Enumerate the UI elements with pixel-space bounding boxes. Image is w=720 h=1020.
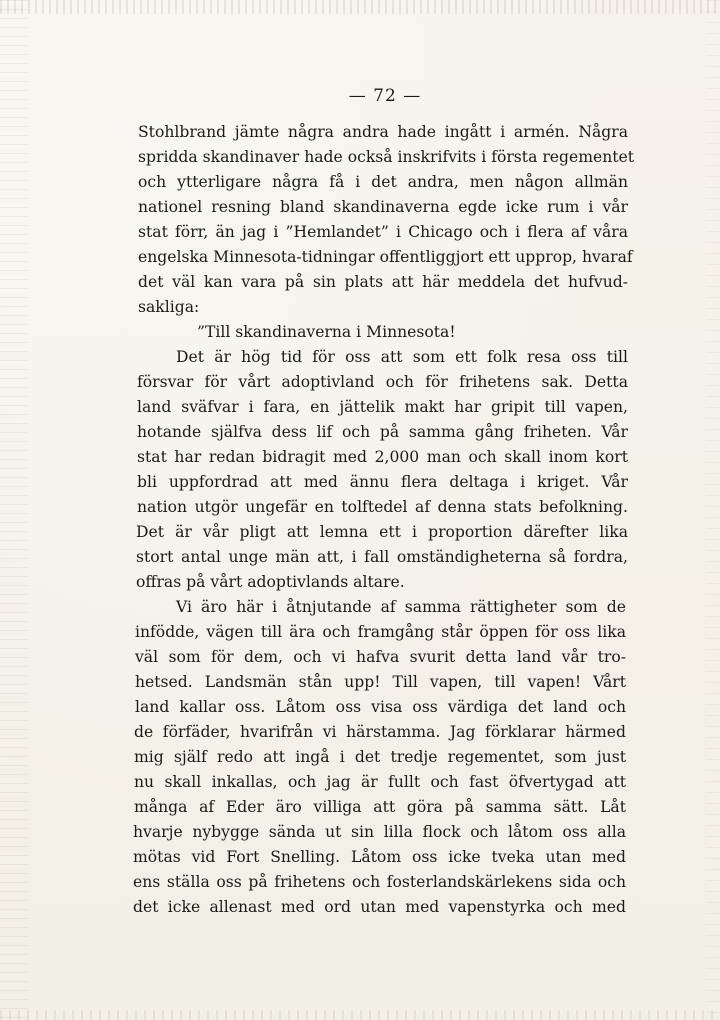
text-line: Stohlbrand jämte några andra hade ingått i armén. Några xyxy=(138,123,628,141)
text-line: väl som för dem, och vi hafva svurit detta land vår tro- xyxy=(135,648,626,666)
text-line: land sväfvar i fara, en jättelik makt har gripit till vapen, xyxy=(137,398,628,416)
text-line: nationel resning bland skandinaverna egde icke rum i vår xyxy=(138,198,628,216)
text-line: Det är hög tid för oss att som ett folk resa oss till xyxy=(176,348,628,366)
text-line: många af Eder äro villiga att göra på samma sätt. Låt xyxy=(134,798,626,816)
page-edge-top xyxy=(0,0,720,14)
text-line: hetsed. Landsmän stån upp! Till vapen, till vapen! Vårt xyxy=(135,673,626,691)
page-edge-left xyxy=(0,0,28,1020)
text-line: stat förr, än jag i ”Hemlandet” i Chicago och i flera af våra xyxy=(138,223,628,241)
text-line: ens ställa oss på frihetens och fosterlandskärlekens sida och xyxy=(133,873,626,891)
text-line: engelska Minnesota-tidningar offentliggjort ett upprop, hvaraf xyxy=(138,248,633,266)
text-line: nu skall inkallas, och jag är fullt och fast öfvertygad att xyxy=(134,773,626,791)
text-line: det väl kan vara på sin plats att här meddela det hufvud- xyxy=(138,273,628,291)
text-line: mig själf redo att ingå i det tredje regementet, som just xyxy=(134,748,626,766)
page-edge-bottom xyxy=(0,1010,720,1020)
text-line: infödde, vägen till ära och framgång står öppen för oss lika xyxy=(135,623,626,641)
text-line: Det är vår pligt att lemna ett i proportion därefter lika xyxy=(136,523,628,541)
text-line: stat har redan bidragit med 2,000 man och skall inom kort xyxy=(137,448,628,466)
text-line: bli uppfordrad att med ännu flera deltaga i kriget. Vår xyxy=(137,473,628,491)
text-line: mötas vid Fort Snelling. Låtom oss icke tveka utan med xyxy=(133,848,626,866)
text-line: hvarje nybygge sända ut sin lilla flock och låtom oss alla xyxy=(133,823,626,841)
proclamation-heading: ”Till skandinaverna i Minnesota! xyxy=(197,323,456,341)
text-line: nation utgör ungefär en tolftedel af denna stats befolkning. xyxy=(137,498,628,516)
text-line: offras på vårt adoptivlands altare. xyxy=(136,573,405,591)
text-line: land kallar oss. Låtom oss visa oss värdiga det land och xyxy=(135,698,626,716)
text-line: spridda skandinaver hade också inskrifvits i första regementet xyxy=(138,148,635,166)
text-line: Vi äro här i åtnjutande af samma rättigheter som de xyxy=(176,598,626,616)
text-line: sakliga: xyxy=(138,298,200,316)
text-line: det icke allenast med ord utan med vapenstyrka och med xyxy=(133,898,626,916)
text-line: stort antal unge män att, i fall omständigheterna så fordra, xyxy=(136,548,628,566)
page-number: — 72 — xyxy=(348,86,422,106)
text-line: hotande själfva dess lif och på samma gång friheten. Vår xyxy=(137,423,628,441)
text-line: de förfäder, hvarifrån vi härstamma. Jag förklarar härmed xyxy=(134,723,626,741)
text-line: försvar för vårt adoptivland och för frihetens sak. Detta xyxy=(137,373,628,391)
page-edge-right xyxy=(706,0,720,1020)
text-line: och ytterligare några få i det andra, men någon allmän xyxy=(138,173,628,191)
